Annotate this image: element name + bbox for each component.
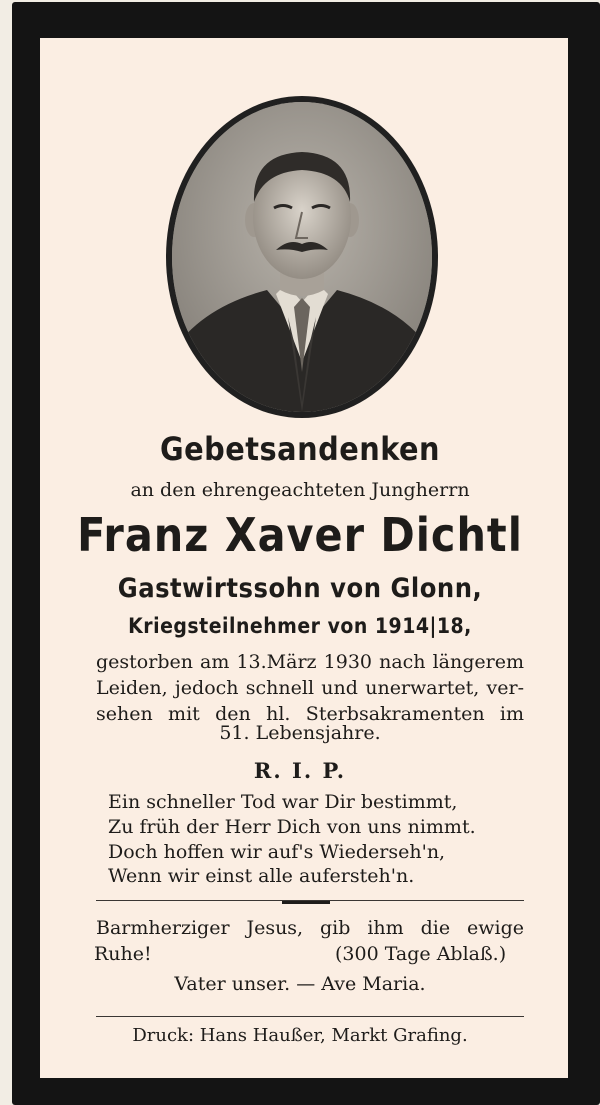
prayer-line: Barmherziger Jesus, gib ihm die ewige (96, 917, 524, 939)
closing-prayer: Vater unser. — Ave Maria. (174, 973, 426, 995)
biography-line: 51. Lebensjahre. (219, 722, 381, 744)
indulgence-note: (300 Tage Ablaß.) (335, 943, 507, 965)
divider-line (96, 900, 524, 901)
veteran-line: Kriegsteilnehmer von 1914|18, (128, 614, 472, 638)
printer-credit: Druck: Hans Haußer, Markt Grafing. (132, 1025, 468, 1046)
biography-line: Leiden, jedoch schnell und unerwartet, ver- (96, 677, 524, 699)
card-heading: Gebetsandenken (159, 430, 441, 468)
dedication-line: an den ehrengeachteten Jungherrn (130, 479, 470, 501)
portrait-frame (166, 96, 438, 418)
deceased-name: Franz Xaver Dichtl (77, 508, 523, 562)
biography-line: sehen mit den hl. Sterbsakramenten im (96, 703, 524, 725)
divider-line (96, 1016, 524, 1017)
poem-line: Ein schneller Tod war Dir bestimmt, (108, 791, 458, 813)
portrait-photo (172, 102, 432, 412)
occupation-line: Gastwirtssohn von Glonn, (117, 573, 483, 604)
biography-line: gestorben am 13.März 1930 nach längerem (96, 651, 524, 673)
poem-line: Doch hoffen wir auf's Wiederseh'n, (108, 841, 446, 863)
rip-line: R. I. P. (253, 758, 347, 783)
prayer-rest: Ruhe! (94, 943, 152, 965)
poem-line: Zu früh der Herr Dich von uns nimmt. (108, 816, 476, 838)
poem-line: Wenn wir einst alle aufersteh'n. (108, 865, 415, 887)
